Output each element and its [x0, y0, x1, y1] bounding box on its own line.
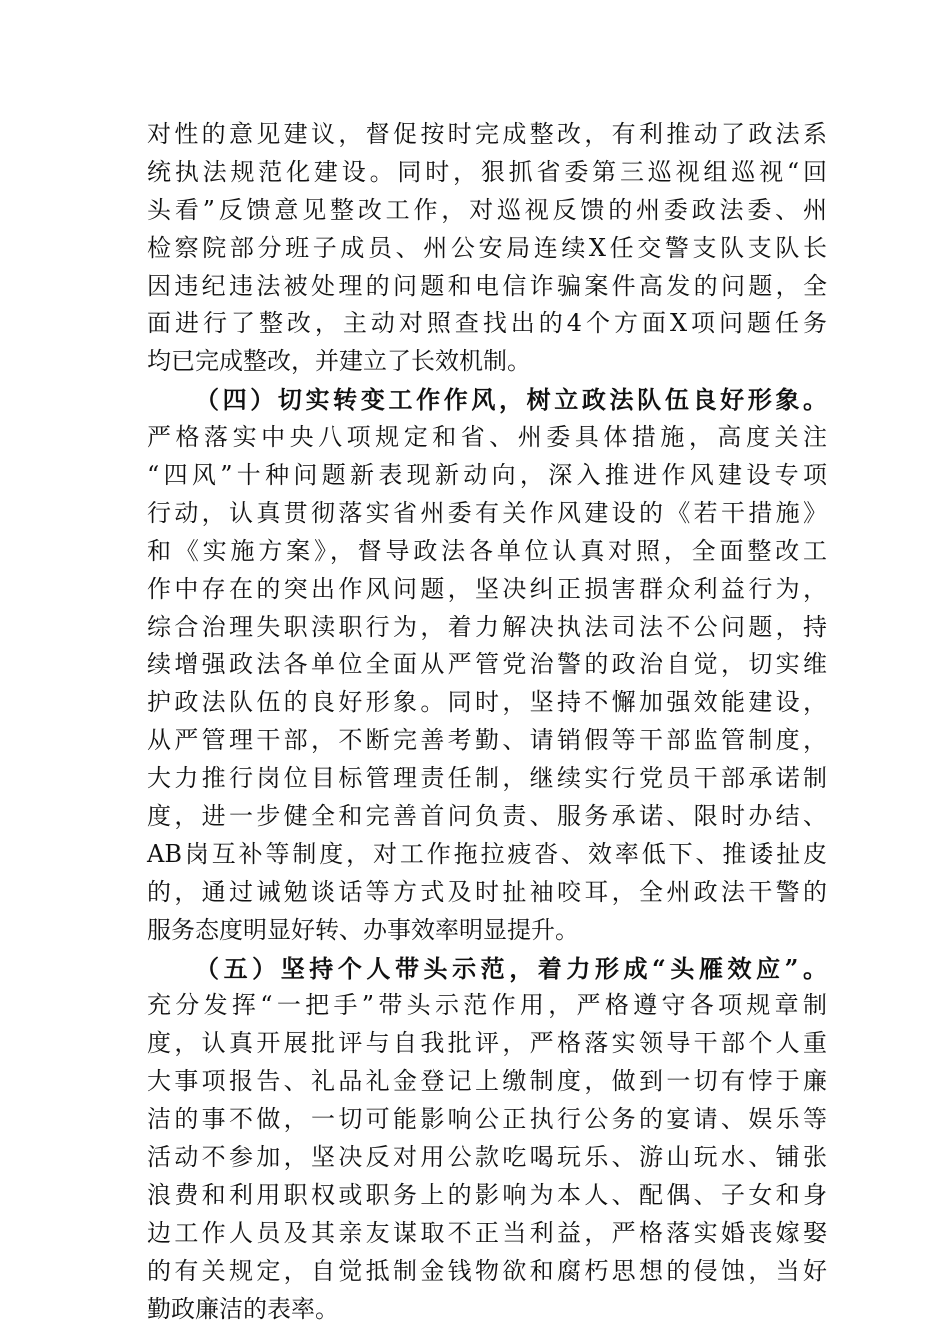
paragraph-line: 和《实施方案》，督导政法各单位认真对照，全面整改工	[147, 536, 827, 565]
paragraph-line: 大力推行岗位目标管理责任制，继续实行党员干部承诺制	[147, 764, 827, 793]
section-heading-line: （五）坚持个人带头示范，着力形成“头雁效应”。	[195, 953, 827, 983]
paragraph-line: 洁的事不做，一切可能影响公正执行公务的宴请、娱乐等	[147, 1105, 827, 1134]
document-body	[147, 116, 827, 1329]
paragraph-line: AB岗互补等制度，对工作拖拉疲沓、效率低下、推诿扯皮	[147, 839, 827, 868]
paragraph-line: 活动不参加，坚决反对用公款吃喝玩乐、游山玩水、铺张	[147, 1143, 827, 1172]
paragraph-line: 大事项报告、礼品礼金登记上缴制度，做到一切有悖于廉	[147, 1067, 827, 1096]
paragraph-line: 头看”反馈意见整改工作，对巡视反馈的州委政法委、州	[147, 195, 827, 224]
paragraph-line: 均已完成整改，并建立了长效机制。	[147, 347, 531, 376]
paragraph-line: 作中存在的突出作风问题，坚决纠正损害群众利益行为，	[147, 574, 827, 603]
paragraph-line: “四风”十种问题新表现新动向，深入推进作风建设专项	[147, 461, 827, 490]
paragraph-line: 的有关规定，自觉抵制金钱物欲和腐朽思想的侵蚀，当好	[147, 1256, 827, 1285]
paragraph-line: 度，进一步健全和完善首问负责、服务承诺、限时办结、	[147, 802, 827, 831]
paragraph-line: 统执法规范化建设。同时，狠抓省委第三巡视组巡视“回	[147, 157, 827, 186]
paragraph-line: 充分发挥“一把手”带头示范作用，严格遵守各项规章制	[147, 991, 827, 1020]
paragraph-line: 浪费和利用职权或职务上的影响为本人、配偶、子女和身	[147, 1180, 827, 1209]
paragraph-line: 边工作人员及其亲友谋取不正当利益，严格落实婚丧嫁娶	[147, 1218, 827, 1247]
section-heading-line: （四）切实转变工作作风，树立政法队伍良好形象。	[195, 385, 827, 415]
paragraph-line: 的，通过诫勉谈话等方式及时扯袖咬耳，全州政法干警的	[147, 877, 827, 906]
paragraph-line: 检察院部分班子成员、州公安局连续X任交警支队支队长	[147, 233, 827, 262]
paragraph-line: 因违纪违法被处理的问题和电信诈骗案件高发的问题，全	[147, 271, 827, 300]
paragraph-line: 续增强政法各单位全面从严管党治警的政治自觉，切实维	[147, 650, 827, 679]
paragraph-line: 勤政廉洁的表率。	[147, 1294, 339, 1323]
paragraph-line: 度，认真开展批评与自我批评，严格落实领导干部个人重	[147, 1029, 827, 1058]
paragraph-line: 服务态度明显好转、办事效率明显提升。	[147, 915, 579, 944]
paragraph-line: 行动，认真贯彻落实省州委有关作风建设的《若干措施》	[147, 498, 827, 527]
paragraph-line: 护政法队伍的良好形象。同时，坚持不懈加强效能建设，	[147, 688, 827, 717]
paragraph-line: 面进行了整改，主动对照查找出的4个方面X项问题任务	[147, 309, 827, 338]
paragraph-line: 严格落实中央八项规定和省、州委具体措施，高度关注	[147, 423, 827, 452]
paragraph-line: 对性的意见建议，督促按时完成整改，有利推动了政法系	[147, 120, 827, 148]
paragraph-line: 综合治理失职渎职行为，着力解决执法司法不公问题，持	[147, 612, 827, 641]
paragraph-line: 从严管理干部，不断完善考勤、请销假等干部监管制度，	[147, 726, 827, 755]
